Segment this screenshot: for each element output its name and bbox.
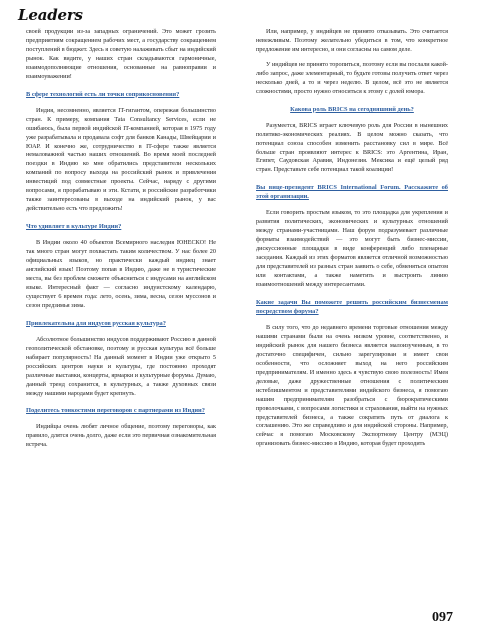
- magazine-logo: Leaders: [18, 6, 83, 24]
- body-paragraph: своей продукции из-за западных ограничений. Это может грозить предприятиям сокращением рабочих мест, а государству сокращением поступлений в бюджет. Здесь я советую налаживать сбыт на индийский рынок. Как видите, у наших стран складываются гармоничные, взаимодополняющие отношения, основанные на равноправии и взаимоуважении!: [26, 28, 216, 80]
- body-paragraph: Абсолютное большинство индусов поддерживают Россию в данной геополитической обстановке, поэтому и русская культура всё больше набирает популярность! На данный момент в Индии уже открыто 5 российских центров науки и культуры, где постоянно проходят различные выставки, концерты, ярмарки и культурные форумы. Думаю, данный тренд сохранится, в культурных, а также духовных связи между нашими народами будет крепнуть.: [26, 335, 216, 397]
- interview-question: Какова роль BRICS на сегодняшний день?: [290, 105, 414, 113]
- body-paragraph: Если говорить простым языком, то это площадка для укрепления и развития политических, экономических и культурных отношений между странами-участницами. Наш форум подразумевает различные форматы взаимодействий — это могут быть бизнес-миссии, дискуссионные площадки в виде конференций либо пленарные заседания. Каждый из этих форматов является отличной возможностью для представителей из разных стран заявить о себе, обменяться опытом или контактами, а также наметить и выстроить линию взаимоотношений между интересантами.: [256, 209, 448, 289]
- body-paragraph: В Индии около 40 объектов Всемирного наследия ЮНЕСКО! Не так много стран могут похвастать таким количеством. У нас более 20 официальных языков, но практически каждый индиец знает английский язык! Поэтому попав в Индию, даже не в туристические места, вы без проблем сможете объясниться с индусами на английском языке. Интересный факт — согласно индуистскому календарю, существует 6 времен года: лето, осень, зима, весна, сезон муссонов и сезон предзимья зима.: [26, 239, 216, 309]
- page-number: 097: [432, 610, 453, 625]
- body-paragraph: У индийцев не принято торопиться, поэтому если вы послали какой-либо запрос, даже элементарный, то будьте готовы получить ответ через несколько дней, а то и через неделю. В целом, всё это не является сложностями, просто нужно относиться к этому с долей юмора.: [256, 60, 448, 95]
- interview-question: Что удивляет в культуре Индии?: [26, 223, 122, 231]
- body-paragraph: В силу того, что до недавнего времени торговые отношения между нашими странами были на очень низком уровне, соответственно, и индийский рынок для нашего бизнеса является малоизученным, в то достаточно специфичен, сильно зарегулирован и имеет свои особенности, что осложняет выход на него российским предпринимателям. И именно здесь я чувствую свою полезность! Имея деловые, даже дружественные отношения с политическим истеблишментом и представителями индийского бизнеса, я помогаю нашим предпринимателям разобраться с бюрократическими проволочками, с вопросами логистики и страхования, выйти на нужных представителей бизнеса, а также сократить путь от диалога к соглашению. Это же справедливо и для индийской стороны. Например, сейчас я помогаю Московскому Экспортному Центру (МЭЦ) организовать бизнес-миссию в Индию, которая будет проходить: [256, 323, 448, 448]
- interview-question: Поделитесь тонкостями переговоров с партнерами из Индии?: [26, 407, 205, 415]
- body-paragraph: Разумеется, BRICS играет ключевую роль для России в нынешних политико-экономических реалиях. В целом можно сказать, что потенциал союза способен изменить расстановку сил в мире. Всё больше стран проявляют интерес к BRICS: это Аргентина, Иран, Египет, Саудовская Аравия, Индонезия. Мексика и ещё целый ряд стран. Представьте себе потенциал такой коалиции!: [256, 121, 448, 174]
- interview-question: В сфере технологий есть ли точки соприкосновения?: [26, 90, 180, 98]
- left-column: [26, 28, 216, 456]
- body-paragraph: Индия, несомненно, является IT-гигантом, опережая большинство стран. К примеру, компания Tata Consultancy Services, если не ошибаюсь, была первой индийской IT-компанией, которая в 1975 году уже разрабатывала и продавала софт для банков Канады, Швейцарии и ЮАР. И конечно же, сотрудничество в IT-сфере также является немаловажной частью наших отношений. Во время моей последней поездки в Индию ко мне обратились представители нескольких компаний по вопросу выхода на российский рынок и привлечения инвестиций под совместные проекты. Сейчас, наряду с другими вопросами, я прорабатываю и эти. Кстати, и российские разработчики также заинтересованы в выходе на индийский рынок, у вас действительно есть что предложить!: [26, 106, 216, 213]
- right-column: [256, 28, 448, 455]
- interview-question: Какие задачи Вы поможете решить российским бизнесменам посредством форума?: [256, 298, 448, 315]
- body-paragraph: Индийцы очень любят личное общение, поэтому переговоры, как правило, длятся очень долго, даже если это первичная ознакомительная встреча.: [26, 423, 216, 449]
- interview-question: Привлекательна для индусов русская культура?: [26, 319, 166, 327]
- body-paragraph: Или, например, у индийцев не принято отказывать. Это считается невежливым. Поэтому желательно убедиться в том, что конкретное предложение им интересно, и они согласны на самом деле.: [256, 28, 448, 53]
- interview-question: Вы вице-президент BRICS International Forum. Расскажите об этой организации.: [256, 184, 448, 201]
